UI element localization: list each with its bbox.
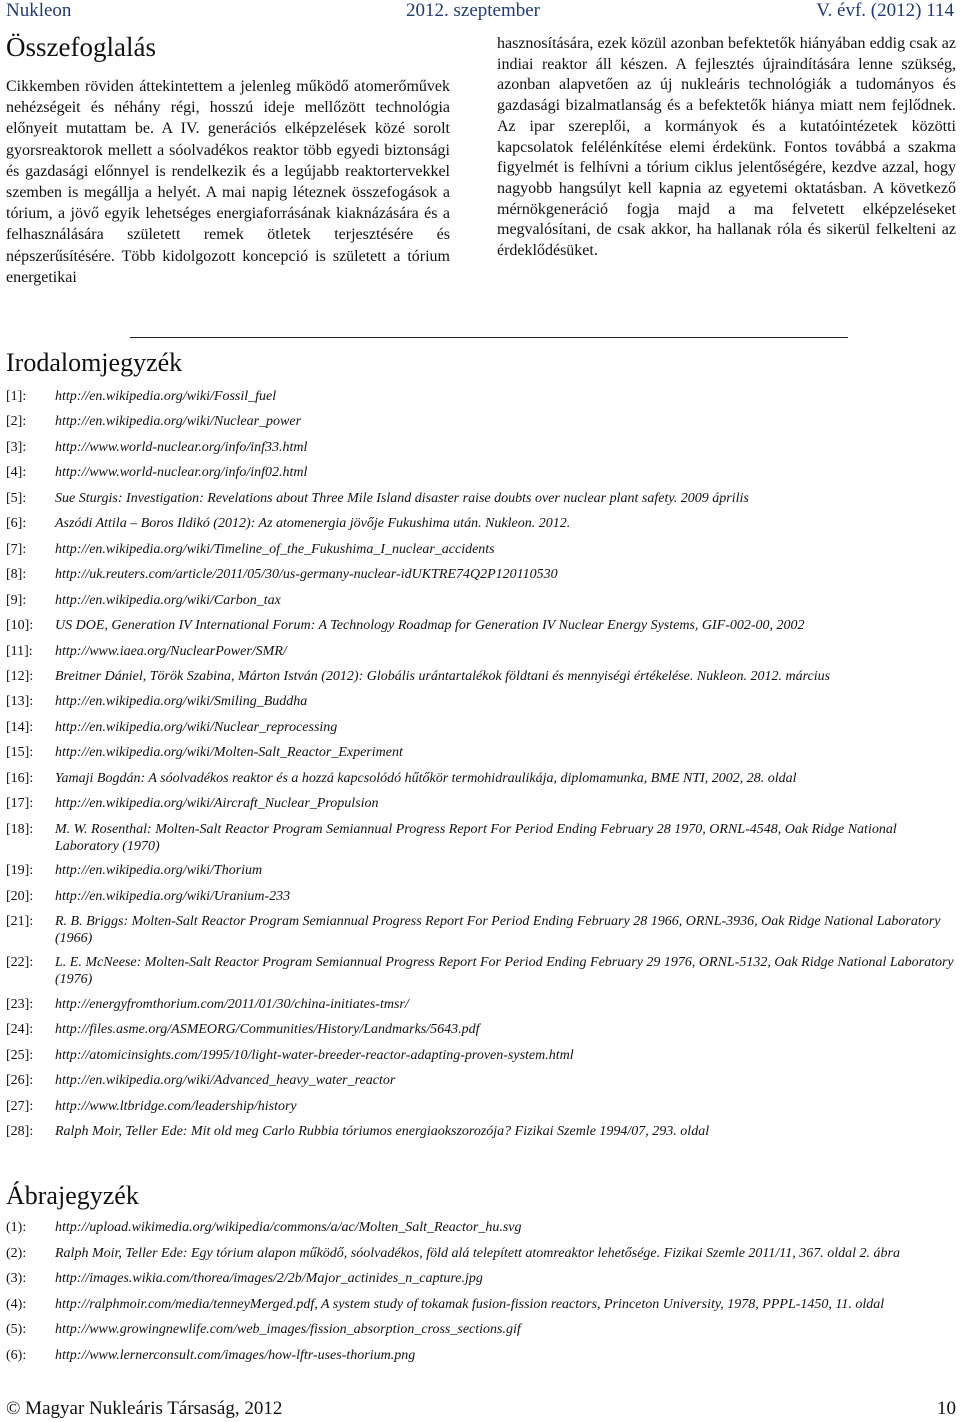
item-text: http://files.asme.org/ASMEORG/Communities/History/Landmarks/5643.pdf	[55, 1022, 480, 1038]
item-number: (3):	[6, 1271, 27, 1286]
item-text: L. E. McNeese: Molten-Salt Reactor Program Semiannual Progress Report For Period Ending February 29 1976, ORNL-5132, Oak Ridge National Laboratory (1976)	[55, 955, 954, 988]
item-number: (4):	[6, 1296, 27, 1312]
item-text: http://upload.wikimedia.org/wikipedia/commons/a/ac/Molten_Salt_Reactor_hu.svg	[55, 1220, 522, 1235]
item-text: Breitner Dániel, Török Szabina, Márton István (2012): Globális urántartalékok földtani és mennyiségi értékelése. Nukleon. 2012. március	[55, 668, 831, 684]
reference-item	[6, 643, 958, 660]
item-number: [23]:	[6, 996, 34, 1012]
reference-item	[6, 541, 958, 558]
item-number: [8]:	[6, 567, 27, 583]
figures-section	[6, 1180, 958, 1363]
summary-left-column	[6, 30, 450, 288]
volume-info: V. évf. (2012) 114	[816, 0, 954, 21]
item-number: [18]:	[6, 821, 34, 837]
item-number: [6]:	[6, 516, 27, 532]
reference-item	[6, 862, 958, 879]
references-section	[6, 347, 958, 1140]
item-number: [7]:	[6, 541, 27, 557]
summary-right-column	[497, 34, 956, 262]
figure-item	[6, 1270, 958, 1287]
copyright-notice: © Magyar Nukleáris Társaság, 2012	[6, 1398, 283, 1419]
item-number: [5]:	[6, 490, 27, 506]
item-text: http://www.world-nuclear.org/info/inf33.html	[55, 439, 308, 455]
item-number: [12]:	[6, 668, 34, 684]
item-text: US DOE, Generation IV International Forum: A Technology Roadmap for Generation IV Nuclear Energy Systems, GIF-002-00, 2002	[55, 618, 805, 634]
page-number: 10	[937, 1398, 956, 1419]
item-text: http://en.wikipedia.org/wiki/Smiling_Buddha	[55, 694, 308, 710]
item-text: http://uk.reuters.com/article/2011/05/30/us-germany-nuclear-idUKTRE74Q2P120110530	[55, 567, 558, 583]
reference-item	[6, 1098, 958, 1115]
item-text: http://en.wikipedia.org/wiki/Timeline_of_the_Fukushima_I_nuclear_accidents	[55, 541, 495, 557]
reference-item	[6, 592, 958, 609]
item-number: [24]:	[6, 1022, 34, 1038]
reference-item	[6, 413, 958, 430]
item-text: http://www.iaea.org/NuclearPower/SMR/	[55, 643, 287, 659]
journal-name: Nukleon	[6, 0, 72, 21]
reference-item	[6, 464, 958, 481]
item-text: http://images.wikia.com/thorea/images/2/2b/Major_actinides_n_capture.jpg	[55, 1271, 483, 1286]
summary-right-text: hasznosítására, ezek közül azonban befektetők hiányában eddig csak az indiai reaktor áll készen. A fejlesztés újraindítására lenne szükség, azonban alapvetően az új nukleáris technológiák a tudományos és gazdasági bizalmatlanság és a befektetők hiánya miatt nem fejlődnek. Az ipar szereplői, a kormányok és a kutatóintézetek közötti kapcsolatok felélénkítése elemi érdekünk. Fontos továbbá a szakma figyelmét is felhívni a tórium ciklus jelentőségére, kezdve azzal, hogy nagyobb hangsúlyt kell kapnia az egyetemi oktatásban. A következő mérnökgeneráció fogja majd a ma felvetett elképzeléseket megvalósítani, de csak akkor, ha hallanak róla és sikerül felkelteni az érdeklődésüket.	[497, 35, 956, 260]
figure-item	[6, 1347, 958, 1364]
item-number: [20]:	[6, 888, 34, 904]
reference-item	[6, 566, 958, 583]
item-number: [1]:	[6, 389, 27, 404]
item-text: Ralph Moir, Teller Ede: Mit old meg Carlo Rubbia tóriumos energiaokszorozója? Fizikai Szemle 1994/07, 293. oldal	[55, 1124, 710, 1140]
item-number: [27]:	[6, 1098, 34, 1114]
reference-item	[6, 996, 958, 1013]
page-footer	[6, 1398, 956, 1422]
reference-item	[6, 388, 958, 405]
item-number: [14]:	[6, 719, 34, 735]
item-number: [26]:	[6, 1073, 34, 1089]
item-number: (1):	[6, 1220, 27, 1235]
reference-item	[6, 744, 958, 761]
item-text: http://www.ltbridge.com/leadership/history	[55, 1098, 297, 1114]
reference-item	[6, 1047, 958, 1064]
item-number: [13]:	[6, 694, 34, 710]
item-text: http://en.wikipedia.org/wiki/Uranium-233	[55, 888, 291, 904]
section-divider	[130, 337, 848, 338]
figure-item	[6, 1321, 958, 1338]
item-number: (5):	[6, 1322, 27, 1337]
reference-item	[6, 795, 958, 812]
reference-item	[6, 913, 958, 947]
item-number: [4]:	[6, 465, 27, 481]
item-text: http://en.wikipedia.org/wiki/Advanced_heavy_water_reactor	[55, 1073, 396, 1089]
figure-item	[6, 1219, 958, 1236]
reference-item	[6, 1021, 958, 1038]
reference-item	[6, 888, 958, 905]
item-number: (6):	[6, 1347, 27, 1363]
figure-item	[6, 1245, 958, 1262]
item-text: http://www.growingnewlife.com/web_images/fission_absorption_cross_sections.gif	[55, 1322, 521, 1337]
reference-item	[6, 515, 958, 532]
reference-item	[6, 1072, 958, 1089]
item-number: [15]:	[6, 745, 34, 761]
item-text: R. B. Briggs: Molten-Salt Reactor Program Semiannual Progress Report For Period Ending February 28 1966, ORNL-3936, Oak Ridge National Laboratory (1966)	[55, 914, 941, 946]
item-number: [19]:	[6, 863, 34, 879]
running-header	[6, 0, 954, 26]
reference-item	[6, 439, 958, 456]
item-number: [11]:	[6, 643, 33, 659]
item-number: (2):	[6, 1245, 27, 1261]
item-number: [9]:	[6, 592, 27, 608]
item-number: [22]:	[6, 955, 34, 971]
item-text: http://en.wikipedia.org/wiki/Aircraft_Nuclear_Propulsion	[55, 796, 379, 812]
item-text: http://ralphmoir.com/media/tenneyMerged.pdf, A system study of tokamak fusion-fission reactors, Princeton University, 1978, PPPL-1450, 11. oldal	[55, 1296, 885, 1312]
item-text: Sue Sturgis: Investigation: Revelations about Three Mile Island disaster raise doubts over nuclear plant safety. 2009 április	[55, 490, 749, 506]
item-text: http://www.world-nuclear.org/info/inf02.html	[55, 465, 308, 481]
reference-item	[6, 719, 958, 736]
issue-date: 2012. szeptember	[406, 0, 541, 21]
item-number: [21]:	[6, 914, 34, 929]
item-text: http://en.wikipedia.org/wiki/Molten-Salt_Reactor_Experiment	[55, 745, 403, 761]
reference-item	[6, 617, 958, 634]
item-number: [2]:	[6, 414, 27, 430]
figure-item	[6, 1296, 958, 1313]
item-number: [3]:	[6, 439, 27, 455]
item-number: [17]:	[6, 796, 34, 812]
item-text: http://www.lernerconsult.com/images/how-lftr-uses-thorium.png	[55, 1347, 416, 1363]
item-text: http://energyfromthorium.com/2011/01/30/china-initiates-tmsr/	[55, 996, 409, 1012]
item-text: http://en.wikipedia.org/wiki/Thorium	[55, 863, 263, 879]
item-number: [28]:	[6, 1124, 34, 1140]
item-number: [25]:	[6, 1047, 34, 1063]
item-text: http://en.wikipedia.org/wiki/Nuclear_reprocessing	[55, 719, 338, 735]
item-number: [16]:	[6, 770, 34, 786]
reference-item	[6, 821, 958, 855]
item-text: http://en.wikipedia.org/wiki/Nuclear_power	[55, 414, 302, 430]
item-text: Aszódi Attila – Boros Ildikó (2012): Az atomenergia jövője Fukushima után. Nukleon. 2012.	[55, 516, 571, 532]
item-text: http://atomicinsights.com/1995/10/light-water-breeder-reactor-adapting-proven-system.html	[55, 1047, 574, 1063]
reference-item	[6, 490, 958, 507]
item-number: [10]:	[6, 618, 34, 634]
reference-item	[6, 1123, 958, 1140]
summary-title: Összefoglalás	[6, 32, 156, 62]
reference-item	[6, 693, 958, 710]
item-text: M. W. Rosenthal: Molten-Salt Reactor Program Semiannual Progress Report For Period Ending February 28 1970, ORNL-4548, Oak Ridge National Laboratory (1970)	[55, 821, 897, 854]
figures-title: Ábrajegyzék	[6, 1181, 139, 1210]
references-title: Irodalomjegyzék	[6, 348, 183, 377]
reference-item	[6, 954, 958, 988]
reference-item	[6, 668, 958, 685]
reference-item	[6, 770, 958, 787]
item-text: http://en.wikipedia.org/wiki/Carbon_tax	[55, 592, 281, 608]
item-text: http://en.wikipedia.org/wiki/Fossil_fuel	[55, 389, 277, 404]
summary-left-text: Cikkemben röviden áttekintettem a jelenleg működő atomerőművek nehézségeit és néhány régi, hosszú ideje mellőzött technológia előnyeit mutattam be. A IV. generációs elképzelések közé sorolt gyorsreaktorok mellett a sóolvadékos reaktor több egyedi biztonsági és gazdasági előnnyel is rendelkezik és a legújabb reaktortervekkel szemben is megállja a helyét. A mai napig léteznek összefogások a tórium, a jövő egyik lehetséges energiaforrásának kiaknázására és a felhasználására született remek ötletek terjesztésére és népszerűsítésére. Több kidolgozott koncepció is született a tórium energetikai	[6, 78, 450, 286]
item-text: Ralph Moir, Teller Ede: Egy tórium alapon működő, sóolvadékos, föld alá telepített atomreaktor lehetősége. Fizikai Szemle 2011/11, 367. oldal 2. ábra	[55, 1245, 900, 1261]
item-text: Yamaji Bogdán: A sóolvadékos reaktor és a hozzá kapcsolódó hűtőkör termohidraulikája, diplomamunka, BME NTI, 2002, 28. oldal	[55, 770, 797, 786]
